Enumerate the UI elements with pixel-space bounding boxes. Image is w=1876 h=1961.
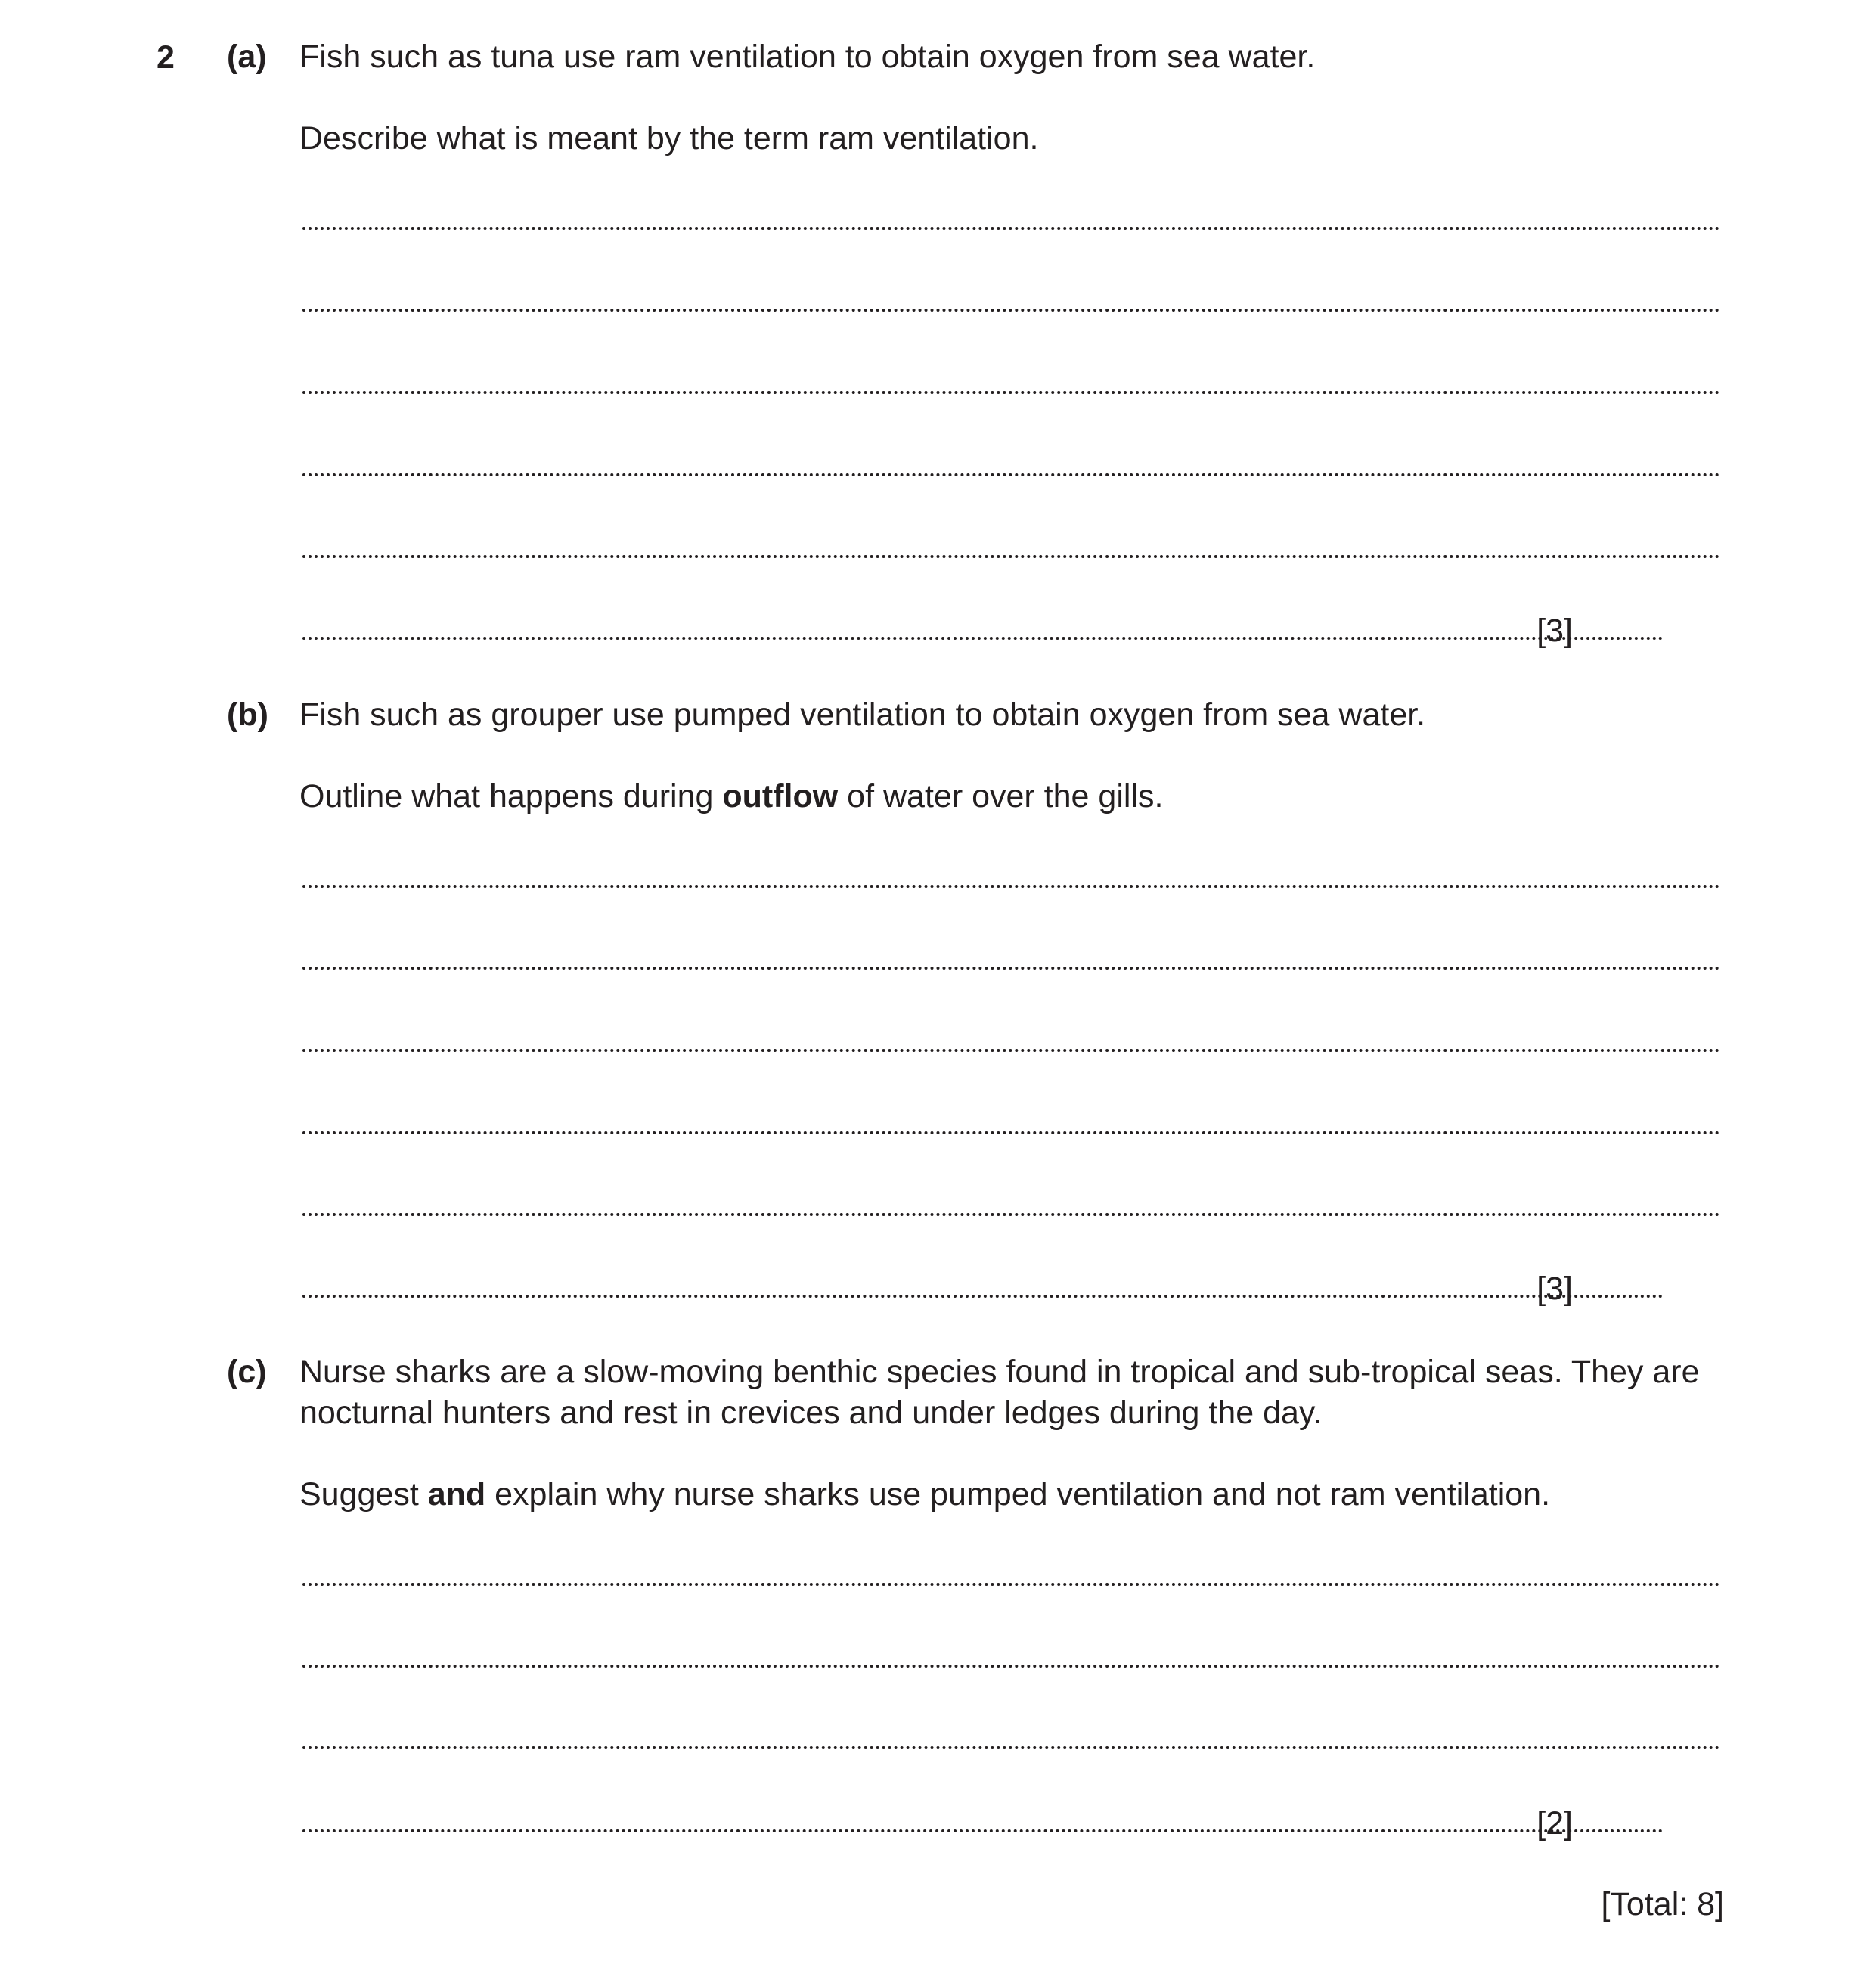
part-a-marks: [3] xyxy=(1536,613,1573,649)
answer-line-a-1[interactable] xyxy=(302,227,1720,230)
part-b-prompt-start: Outline what happens during xyxy=(299,778,723,814)
part-c-prompt-start: Suggest xyxy=(299,1476,428,1513)
total-marks: [Total: 8] xyxy=(1601,1886,1724,1922)
answer-line-a-2[interactable] xyxy=(302,309,1720,312)
part-c-prompt-end: explain why nurse sharks use pumped ventilation and not ram ventilation. xyxy=(485,1476,1551,1513)
part-c-stem: Nurse sharks are a slow-moving benthic species found in tropical and sub-tropical seas. They are nocturnal hunters and rest in crevices and under ledges during the day. xyxy=(299,1354,1700,1431)
answer-line-a-4[interactable] xyxy=(302,473,1720,476)
answer-line-a-3[interactable] xyxy=(302,391,1720,394)
part-a-stem: Fish such as tuna use ram ventilation to obtain oxygen from sea water. xyxy=(299,39,1316,75)
answer-line-c-1[interactable] xyxy=(302,1583,1720,1586)
part-b-prompt-end: of water over the gills. xyxy=(838,778,1164,814)
answer-line-c-4[interactable] xyxy=(302,1829,1664,1832)
part-c-marks: [2] xyxy=(1536,1805,1573,1842)
answer-line-b-2[interactable] xyxy=(302,967,1720,970)
part-b-prompt-emphasis: outflow xyxy=(722,778,839,814)
part-b xyxy=(227,694,1724,1314)
answer-line-b-6[interactable] xyxy=(302,1295,1664,1298)
question-number: 2 xyxy=(157,39,175,76)
part-b-stem: Fish such as grouper use pumped ventilation to obtain oxygen from sea water. xyxy=(299,697,1426,733)
part-a-label: (a) xyxy=(227,39,267,75)
part-b-prompt xyxy=(299,776,1724,817)
answer-line-b-5[interactable] xyxy=(302,1213,1720,1216)
answer-line-b-3[interactable] xyxy=(302,1049,1720,1052)
part-c-prompt xyxy=(299,1474,1724,1515)
part-c xyxy=(227,1351,1724,1866)
answer-line-c-3[interactable] xyxy=(302,1746,1720,1749)
part-b-label: (b) xyxy=(227,697,268,733)
part-a xyxy=(227,36,1724,656)
answer-line-b-4[interactable] xyxy=(302,1131,1720,1134)
part-a-prompt: Describe what is meant by the term ram ventilation. xyxy=(299,120,1039,157)
answer-line-a-6[interactable] xyxy=(302,637,1664,640)
answer-line-c-2[interactable] xyxy=(302,1665,1720,1668)
answer-line-a-5[interactable] xyxy=(302,555,1720,558)
part-c-label: (c) xyxy=(227,1354,267,1390)
answer-line-b-1[interactable] xyxy=(302,885,1720,888)
part-c-prompt-emphasis: and xyxy=(427,1476,486,1513)
part-b-marks: [3] xyxy=(1536,1271,1573,1307)
